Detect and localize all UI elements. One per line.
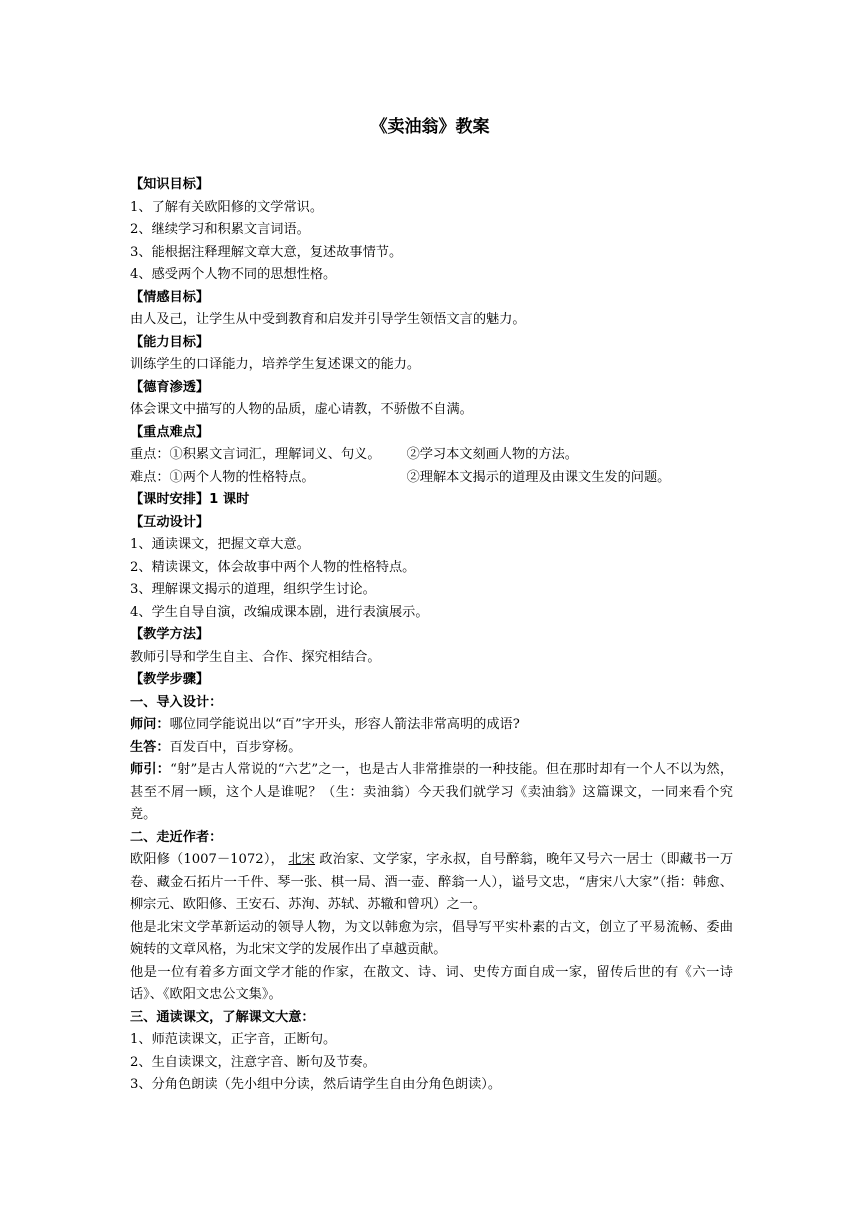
list-item: 3、能根据注释理解文章大意，复述故事情节。 [130, 244, 403, 260]
page-title: 《卖油翁》教案 [370, 117, 490, 137]
difficult-points-line [130, 467, 733, 490]
author-heading: 二、走近作者： [130, 829, 223, 845]
list-item: 4、感受两个人物不同的思想性格。 [130, 267, 337, 282]
list-item: 2、继续学习和积累文言词语。 [130, 222, 310, 237]
steps-heading: 【教学步骤】 [130, 672, 210, 687]
moral-heading: 【德育渗透】 [130, 379, 210, 395]
teacher-lead [130, 759, 733, 827]
student-answer-text: 百发百中，百步穿杨。 [169, 739, 302, 755]
list-item: 1、师范读课文，正字音，正断句。 [130, 1032, 337, 1047]
key-point-a: 重点：①积累文言词汇，理解词义、句义。 [130, 447, 381, 462]
author-p1-start: 欧阳修（1007－1072）， [130, 852, 284, 867]
list-item: 1、通读课文，把握文章大意。 [130, 537, 310, 552]
list-item: 2、生自读课文，注意字音、断句及节奏。 [130, 1054, 376, 1070]
schedule-line [130, 489, 733, 512]
teacher-lead-label: 师引： [130, 762, 171, 777]
intro-heading: 一、导入设计： [130, 694, 223, 710]
student-answer-label: 生答： [130, 739, 170, 755]
teacher-question [130, 714, 733, 737]
list-item: 4、学生自导自演，改编成课本剧，进行表演展示。 [130, 604, 429, 620]
teacher-lead-text: “射”是古人常说的“六艺”之一，也是古人非常推崇的一种技能。但在那时却有一个人不以为然，甚至不屑一顾，这个人是谁呢？（生：卖油翁）今天我们就学习《卖油翁》这篇课文，一同来看个究竟。 [130, 762, 734, 822]
reading-heading: 三、通读课文，了解课文大意： [130, 1009, 315, 1025]
author-paragraph-3: 他是一位有着多方面文学才能的作家，在散文、诗、词、史传方面自成一家，留传后世的有《六一诗话》、《欧阳文忠公文集》。 [130, 964, 733, 1002]
key-point-b: ②学习本文刻画人物的方法。 [406, 447, 578, 462]
knowledge-heading: 【知识目标】 [130, 177, 210, 192]
emotion-text: 由人及己，让学生从中受到教育和启发并引导学生领悟文言的魅力。 [130, 312, 526, 327]
method-text: 教师引导和学生自主、合作、探究相结合。 [130, 649, 381, 665]
difficult-point-a: 难点：①两个人物的性格特点。 [130, 469, 315, 485]
key-points-line [130, 444, 733, 467]
difficult-point-b: ②理解本文揭示的道理及由课文生发的问题。 [406, 469, 671, 485]
author-p1-rest: 政治家、文学家，字永叔，自号醉翁，晚年又号六一居士（即藏书一万卷、藏金石拓片一千件、琴一张、棋一局、酒一壶、醉翁一人），谥号文忠，“唐宋八大家”（指：韩愈、柳宗元、欧阳修、王安石、苏洵、苏轼、苏辙和曾巩）之一。 [130, 852, 734, 912]
method-heading: 【教学方法】 [130, 627, 210, 642]
list-item: 3、分角色朗读（先小组中分读，然后请学生自由分角色朗读）。 [130, 1077, 502, 1092]
document-body [130, 174, 733, 1097]
teacher-question-text: 哪位同学能说出以“百”字开头，形容人箭法非常高明的成语? [169, 717, 520, 732]
author-paragraph-1 [130, 849, 733, 917]
northern-song-link[interactable]: 北宋 [288, 852, 316, 867]
student-answer [130, 737, 733, 760]
list-item: 1、了解有关欧阳修的文学常识。 [130, 199, 324, 215]
emotion-heading: 【情感目标】 [130, 289, 210, 305]
interaction-heading: 【互动设计】 [130, 514, 210, 530]
schedule-value: 1 课时 [209, 492, 250, 507]
keypoints-heading: 【重点难点】 [130, 424, 210, 440]
moral-text: 体会课文中描写的人物的品质，虚心请教，不骄傲不自满。 [130, 402, 473, 417]
list-item: 3、理解课文揭示的道理，组织学生讨论。 [130, 582, 376, 597]
teacher-question-label: 师问： [130, 717, 170, 732]
schedule-heading: 【课时安排】 [130, 492, 210, 507]
list-item: 2、精读课文，体会故事中两个人物的性格特点。 [130, 559, 416, 575]
ability-heading: 【能力目标】 [130, 334, 210, 350]
author-paragraph-2: 他是北宋文学革新运动的领导人物，为文以韩愈为宗，倡导写平实朴素的古文，创立了平易流畅、委曲婉转的文章风格，为北宋文学的发展作出了卓越贡献。 [130, 919, 733, 957]
ability-text: 训练学生的口译能力，培养学生复述课文的能力。 [130, 357, 421, 372]
